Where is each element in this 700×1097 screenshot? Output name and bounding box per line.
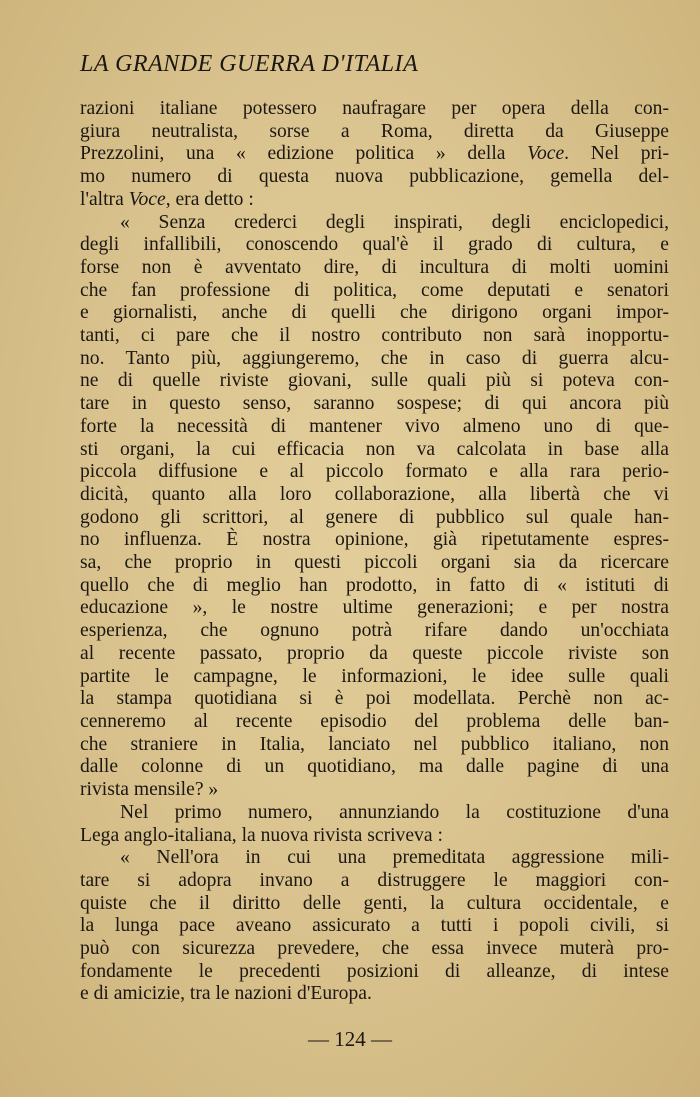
- text-line: l'altra Voce, era detto :: [80, 188, 254, 210]
- text-line: sa, che proprio in questi piccoli organi sia da ricercare: [80, 552, 669, 574]
- text-line: la stampa quotidiana si è poi modellata. Perchè non ac-: [80, 688, 669, 710]
- text-line: « Nell'ora in cui una premeditata aggressione mili-: [120, 847, 669, 869]
- text-line: educazione », le nostre ultime generazioni; e per nostra: [80, 597, 669, 619]
- text-line: sti organi, la cui efficacia non va calcolata in base alla: [80, 438, 669, 460]
- text-line: e di amicizie, tra le nazioni d'Europa.: [80, 983, 372, 1005]
- text-line: e giornalisti, anche di quelli che dirigono organi impor-: [80, 302, 669, 324]
- text-line: piccola diffusione e al piccolo formato e alla rara perio-: [80, 461, 669, 483]
- text-line: esperienza, che ognuno potrà rifare dando un'occhiata: [80, 620, 669, 642]
- text-line: rivista mensile? »: [80, 779, 219, 801]
- text-line: dalle colonne di un quotidiano, ma dalle pagine di una: [80, 756, 669, 778]
- running-head: LA GRANDE GUERRA D'ITALIA: [80, 51, 419, 77]
- text-line: mo numero di questa nuova pubblicazione, gemella del-: [80, 166, 669, 188]
- text-line: la lunga pace aveano assicurato a tutti i popoli civili, si: [80, 915, 669, 937]
- text-line: che straniere in Italia, lanciato nel pubblico italiano, non: [80, 733, 669, 755]
- text-line: forte la necessità di mantener vivo almeno uno di que-: [80, 415, 669, 437]
- text-line: razioni italiane potessero naufragare per opera della con-: [80, 98, 669, 119]
- text-line: forse non è avventato dire, di incultura di molti uomini: [80, 256, 669, 278]
- text-line: quiste che il diritto delle genti, la cultura occidentale, e: [80, 892, 669, 914]
- text-line: degli infallibili, conoscendo qual'è il grado di cultura, e: [80, 234, 669, 256]
- text-line: no. Tanto più, aggiungeremo, che in caso di guerra alcu-: [80, 347, 669, 369]
- text-line: partite le campagne, le informazioni, le idee sulle quali: [80, 665, 669, 687]
- text-line: no influenza. È nostra opinione, già ripetutamente espres-: [80, 529, 669, 551]
- text-line: godono gli scrittori, al genere di pubblico sul quale han-: [80, 506, 669, 528]
- text-line: cenneremo al recente episodio del problema delle ban-: [80, 710, 669, 732]
- text-line: fondamente le precedenti posizioni di alleanze, di intese: [80, 960, 669, 982]
- text-line: al recente passato, proprio da queste piccole riviste son: [80, 642, 669, 664]
- text-line: giura neutralista, sorse a Roma, diretta da Giuseppe: [80, 120, 669, 142]
- text-line: Nel primo numero, annunziando la costituzione d'una: [120, 801, 669, 823]
- text-line: tare in questo senso, saranno sospese; di qui ancora più: [80, 393, 669, 415]
- text-line: quello che di meglio han prodotto, in fatto di « istituti di: [80, 574, 669, 596]
- text-line: può con sicurezza prevedere, che essa invece muterà pro-: [80, 938, 669, 960]
- text-line: « Senza crederci degli inspirati, degli enciclopedici,: [120, 211, 669, 233]
- body-text: [80, 98, 669, 1006]
- text-line: Prezzolini, una « edizione politica » della Voce. Nel pri-: [80, 143, 670, 165]
- page-number: — 124 —: [308, 1027, 392, 1051]
- text-line: tanti, ci pare che il nostro contributo non sarà inopportu-: [80, 325, 669, 347]
- text-line: ne di quelle riviste giovani, sulle quali più si poteva con-: [80, 370, 669, 392]
- text-line: dicità, quanto alla loro collaborazione, alla libertà che vi: [80, 483, 669, 505]
- text-line: tare si adopra invano a distruggere le maggiori con-: [80, 869, 669, 891]
- text-line: che fan professione di politica, come deputati e senatori: [80, 279, 669, 301]
- text-line: Lega anglo-italiana, la nuova rivista scriveva :: [80, 824, 443, 846]
